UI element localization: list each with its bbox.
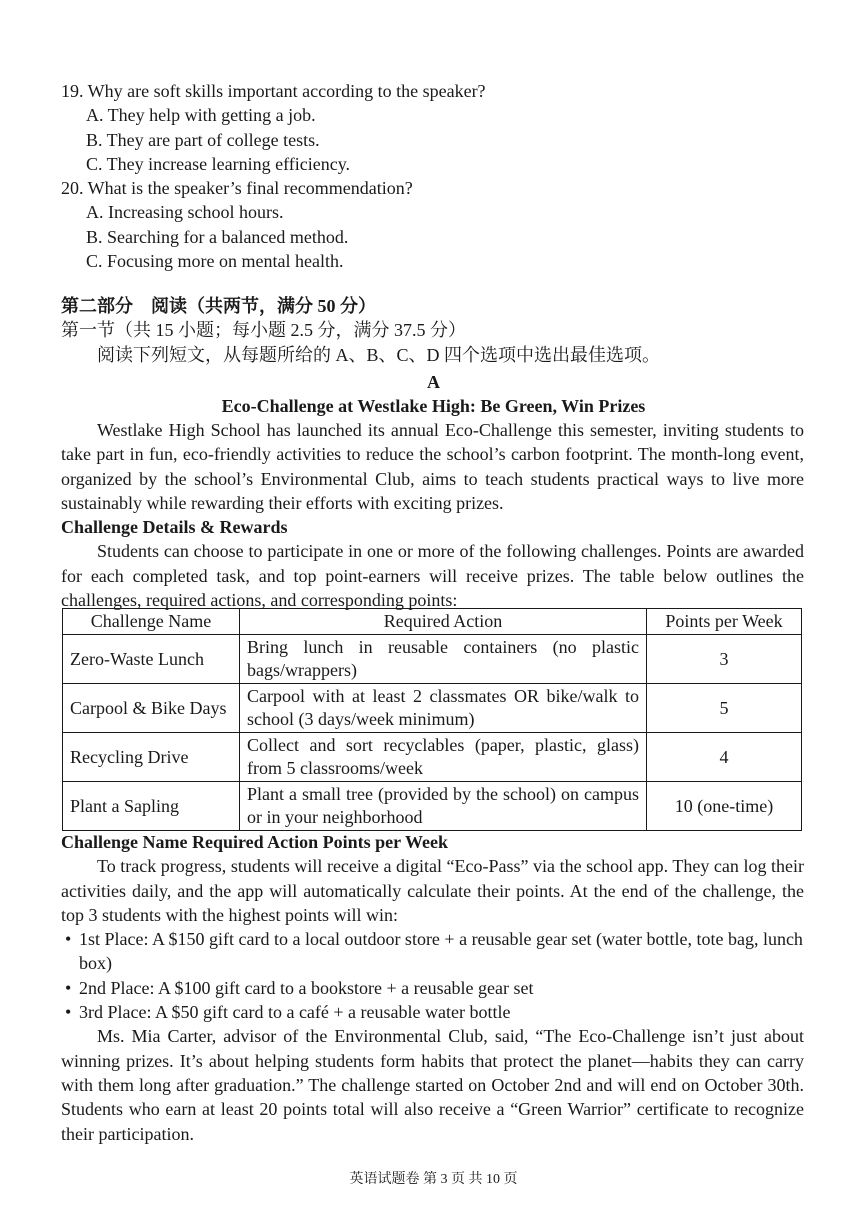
paragraph: Students can choose to participate in one or more of the following challenges. Points are awarded for each completed task, and top point-earners will receive prizes. The table below outlines the challenges, required actions, and corresponding points: bbox=[61, 541, 804, 611]
required-action-cell: Plant a small tree (provided by the school) on campus or in your neighborhood bbox=[240, 782, 647, 831]
question-option: C. Focusing more on mental health. bbox=[86, 251, 344, 272]
question-option: A. Increasing school hours. bbox=[86, 202, 284, 223]
challenge-table bbox=[62, 608, 802, 831]
table-row bbox=[63, 782, 802, 831]
required-action-cell: Collect and sort recyclables (paper, plastic, glass) from 5 classrooms/week bbox=[240, 733, 647, 782]
table-row bbox=[63, 733, 802, 782]
table-header-cell: Required Action bbox=[240, 609, 647, 635]
section-heading bbox=[61, 294, 821, 367]
bullet-icon: • bbox=[65, 1002, 72, 1023]
question-option: B. Searching for a balanced method. bbox=[86, 226, 349, 247]
prize-text: 2nd Place: A $100 gift card to a bookstore + a reusable gear set bbox=[79, 977, 534, 998]
question-option: C. They increase learning efficiency. bbox=[86, 153, 351, 174]
bullet-icon: • bbox=[65, 929, 72, 950]
bullet-icon: • bbox=[65, 977, 72, 998]
subheading: Challenge Details & Rewards bbox=[61, 517, 288, 538]
paragraph: Ms. Mia Carter, advisor of the Environmental Club, said, “The Eco-Challenge isn’t just about winning prizes. It’s about helping students form habits that protect the planet—habits they can carry with them long after graduation.” The challenge started on October 2nd and will end on October 30th. Students who earn at least 20 points total will also receive a “Green Warrior” certificate to recognize their participation. bbox=[61, 1026, 804, 1144]
challenge-name-cell: Recycling Drive bbox=[63, 733, 240, 782]
listening-questions bbox=[61, 79, 821, 273]
passage-body-top bbox=[61, 418, 804, 612]
prize-item bbox=[61, 927, 804, 976]
part-title: 第二部分 阅读（共两节，满分 50 分） bbox=[61, 296, 376, 316]
points-cell: 4 bbox=[647, 733, 802, 782]
question-stem: 19. Why are soft skills important according to the speaker? bbox=[61, 81, 486, 101]
table-header-cell: Challenge Name bbox=[63, 609, 240, 635]
challenge-name-cell: Zero-Waste Lunch bbox=[63, 635, 240, 684]
points-cell: 3 bbox=[647, 635, 802, 684]
table-header-row bbox=[63, 609, 802, 635]
prize-text: 1st Place: A $150 gift card to a local outdoor store + a reusable gear set (water bottle, tote bag, lunch box) bbox=[79, 929, 803, 974]
page-footer: 英语试题卷 第 3 页 共 10 页 bbox=[349, 1172, 518, 1187]
prize-item bbox=[61, 1000, 804, 1024]
prize-text: 3rd Place: A $50 gift card to a café + a reusable water bottle bbox=[79, 1002, 511, 1023]
passage-letter: A bbox=[427, 372, 440, 392]
challenge-name-cell: Plant a Sapling bbox=[63, 782, 240, 831]
required-action-cell: Bring lunch in reusable containers (no plastic bags/wrappers) bbox=[240, 635, 647, 684]
points-cell: 5 bbox=[647, 684, 802, 733]
question-option: B. They are part of college tests. bbox=[86, 129, 320, 150]
question-option: A. They help with getting a job. bbox=[86, 105, 316, 126]
table-row bbox=[63, 635, 802, 684]
required-action-cell: Carpool with at least 2 classmates OR bike/walk to school (3 days/week minimum) bbox=[240, 684, 647, 733]
table-header-cell: Points per Week bbox=[647, 609, 802, 635]
passage-body-bottom bbox=[61, 830, 804, 1146]
passage-title: Eco-Challenge at Westlake High: Be Green, Win Prizes bbox=[221, 396, 646, 416]
question-stem: 20. What is the speaker’s final recommendation? bbox=[61, 178, 413, 199]
challenge-name-cell: Carpool & Bike Days bbox=[63, 684, 240, 733]
instruction-text: 阅读下列短文，从每题所给的 A、B、C、D 四个选项中选出最佳选项。 bbox=[97, 344, 661, 365]
points-cell: 10 (one-time) bbox=[647, 782, 802, 831]
prize-item bbox=[61, 976, 804, 1000]
table-caption: Challenge Name Required Action Points per Week bbox=[61, 832, 448, 852]
table-row bbox=[63, 684, 802, 733]
subsection-title: 第一节（共 15 小题；每小题 2.5 分，满分 37.5 分） bbox=[61, 320, 466, 341]
paragraph: Westlake High School has launched its annual Eco-Challenge this semester, inviting students to take part in fun, eco-friendly activities to reduce the school’s carbon footprint. The month-long event, organized by the school’s Environmental Club, aims to teach students practical ways to live more sustainably while rewarding their efforts with exciting prizes. bbox=[61, 420, 804, 513]
paragraph: To track progress, students will receive a digital “Eco-Pass” via the school app. They can log their activities daily, and the app will automatically calculate their points. At the end of the challenge, the top 3 students with the highest points will win: bbox=[61, 856, 804, 925]
